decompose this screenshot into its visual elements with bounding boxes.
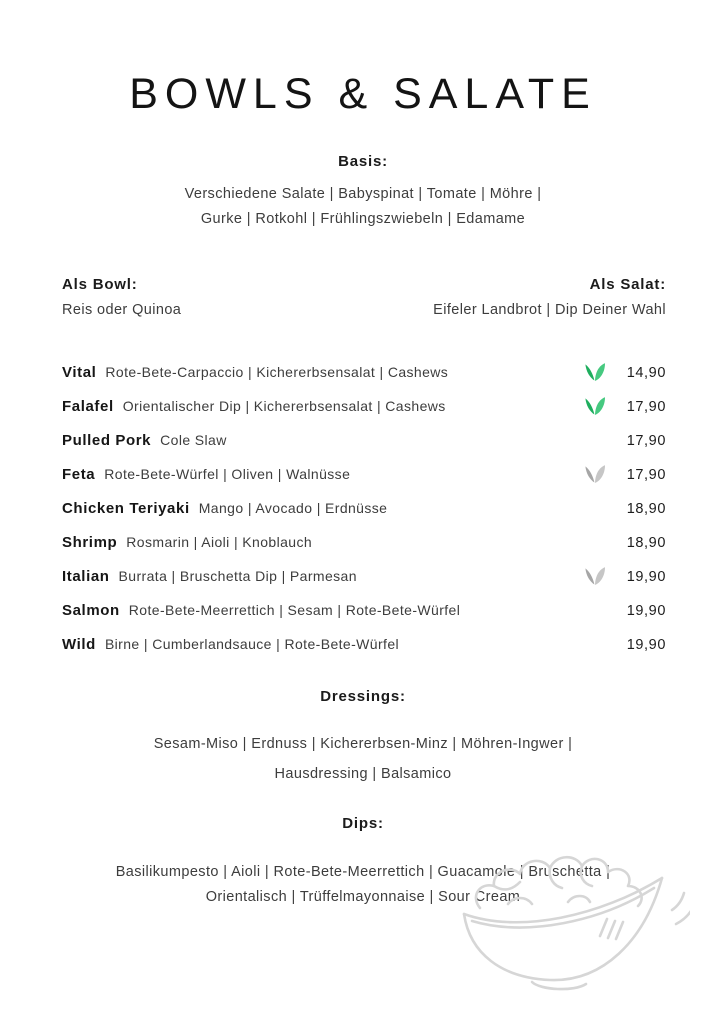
option-salat-text: Eifeler Landbrot | Dip Deiner Wahl xyxy=(433,302,666,318)
item-description: Rote-Bete-Würfel | Oliven | Walnüsse xyxy=(104,466,351,482)
item-description: Rote-Bete-Meerrettich | Sesam | Rote-Bete-Würfel xyxy=(128,602,461,618)
item-description: Cole Slaw xyxy=(160,432,227,448)
salad-bowl-sketch-icon xyxy=(450,830,690,998)
menu-item-row xyxy=(62,492,666,526)
menu-item-row xyxy=(62,458,666,492)
item-name: Feta xyxy=(62,466,96,483)
item-price: 19,90 xyxy=(626,603,666,619)
menu-item-row xyxy=(62,526,666,560)
menu-item-row xyxy=(62,424,666,458)
option-bowl xyxy=(62,276,181,318)
item-name: Salmon xyxy=(62,602,120,619)
item-description: Mango | Avocado | Erdnüsse xyxy=(198,500,388,516)
item-description: Birne | Cumberlandsauce | Rote-Bete-Würfel xyxy=(104,636,400,652)
serving-options xyxy=(62,276,666,318)
menu-item-row xyxy=(62,356,666,390)
vegan-leaf-icon xyxy=(583,362,607,384)
item-description: Rote-Bete-Carpaccio | Kichererbsensalat | Cashews xyxy=(105,364,449,380)
option-bowl-text: Reis oder Quinoa xyxy=(62,302,182,318)
menu-item-row xyxy=(62,628,666,662)
option-bowl-heading: Als Bowl: xyxy=(62,276,138,293)
item-price: 17,90 xyxy=(626,399,666,415)
item-description: Burrata | Bruschetta Dip | Parmesan xyxy=(118,568,357,584)
basis-list xyxy=(0,182,726,232)
option-salat xyxy=(433,276,666,318)
item-name: Wild xyxy=(62,636,96,653)
menu-item-list xyxy=(62,356,666,662)
item-name: Italian xyxy=(62,568,110,585)
menu-item-row xyxy=(62,390,666,424)
item-price: 19,90 xyxy=(626,637,666,653)
dips-list xyxy=(0,860,726,910)
menu-item-row xyxy=(62,594,666,628)
item-price: 18,90 xyxy=(626,535,666,551)
basis-line: Gurke | Rotkohl | Frühlingszwiebeln | Edamame xyxy=(200,211,526,227)
item-price: 14,90 xyxy=(626,365,666,381)
dips-heading: Dips: xyxy=(342,815,384,832)
item-price: 19,90 xyxy=(626,569,666,585)
dressings-line: Hausdressing | Balsamico xyxy=(274,766,452,782)
basis-line: Verschiedene Salate | Babyspinat | Tomate | Möhre | xyxy=(184,186,542,202)
item-price: 17,90 xyxy=(626,433,666,449)
vegetarian-leaf-icon xyxy=(583,464,607,486)
item-description: Rosmarin | Aioli | Knoblauch xyxy=(126,534,313,550)
item-name: Falafel xyxy=(62,398,114,415)
item-name: Pulled Pork xyxy=(62,432,152,449)
dips-line: Orientalisch | Trüffelmayonnaise | Sour Cream xyxy=(205,889,521,905)
option-salat-heading: Als Salat: xyxy=(589,276,666,293)
dips-line: Basilikumpesto | Aioli | Rote-Bete-Meerrettich | Guacamole | Bruschetta | xyxy=(115,864,611,880)
vegan-leaf-icon xyxy=(583,396,607,418)
menu-item-row xyxy=(62,560,666,594)
basis-heading: Basis: xyxy=(338,153,388,170)
dressings-list xyxy=(0,729,726,789)
item-price: 17,90 xyxy=(626,467,666,483)
item-description: Orientalischer Dip | Kichererbsensalat | Cashews xyxy=(122,398,446,414)
item-price: 18,90 xyxy=(626,501,666,517)
dressings-heading: Dressings: xyxy=(320,688,406,705)
item-name: Shrimp xyxy=(62,534,118,551)
item-name: Chicken Teriyaki xyxy=(62,500,190,517)
dressings-line: Sesam-Miso | Erdnuss | Kichererbsen-Minz | Möhren-Ingwer | xyxy=(153,736,573,752)
vegetarian-leaf-icon xyxy=(583,566,607,588)
item-name: Vital xyxy=(62,364,97,381)
page-title: BOWLS & SALATE xyxy=(129,70,597,118)
